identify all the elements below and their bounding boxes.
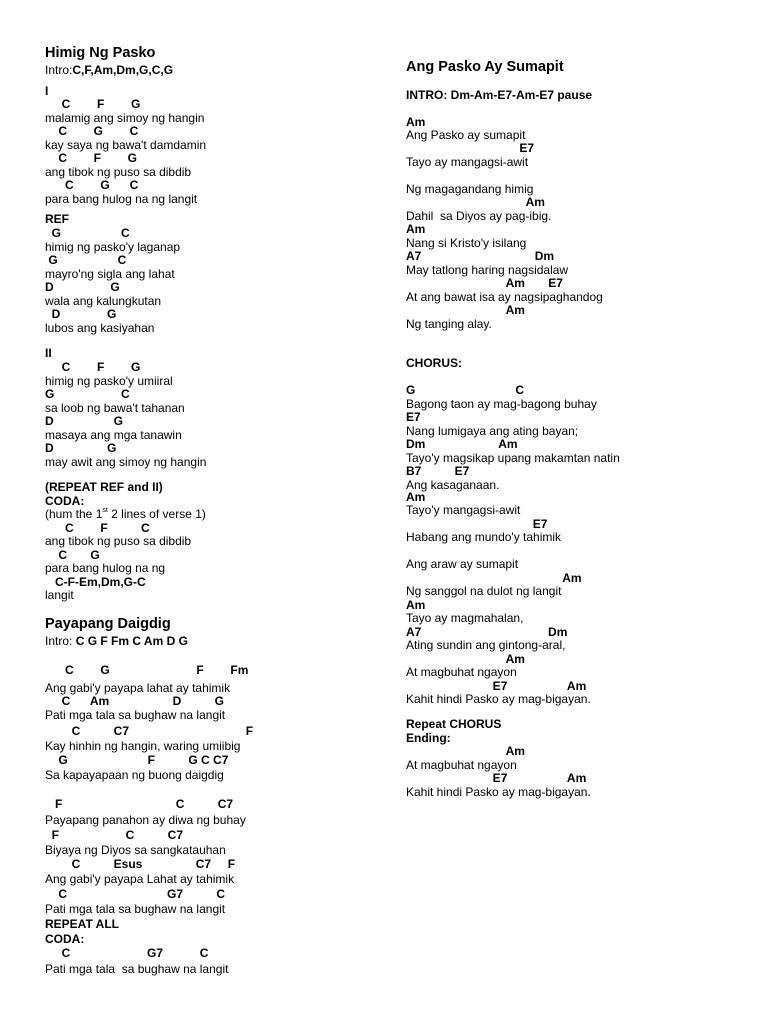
chord-line: C-F-Em,Dm,G-C bbox=[45, 575, 146, 589]
lyric-line: malamig ang simoy ng hangin bbox=[45, 111, 205, 125]
chord-line: G F G C C7 bbox=[45, 753, 229, 767]
chord-line: G C bbox=[406, 383, 525, 397]
intro-chords: C,F,Am,Dm,G,C,G bbox=[72, 63, 174, 77]
chord-line: G C bbox=[45, 253, 127, 267]
chord-line: C Am D G bbox=[45, 694, 224, 708]
repeat-note: REPEAT ALL bbox=[45, 917, 119, 931]
intro-chords: C G F Fm C Am D G bbox=[75, 634, 188, 648]
chord-line: C F G bbox=[45, 97, 141, 111]
chord-line: Am bbox=[406, 571, 582, 585]
lyric-line: Ang Pasko ay sumapit bbox=[406, 128, 526, 142]
lyric-line: himig ng pasko'y laganap bbox=[45, 240, 181, 254]
lyric-line: At magbuhat ngayon bbox=[406, 758, 517, 772]
lyric-line: Kay hinhin ng hangin, waring umiibig bbox=[45, 739, 241, 753]
coda-label: CODA: bbox=[45, 494, 85, 508]
lyric-line: May tatlong haring nagsidalaw bbox=[406, 263, 569, 277]
chord-line: Am E7 bbox=[406, 276, 563, 290]
lyric-line: para bang hulog na ng bbox=[45, 561, 166, 575]
lyric-line: Ng tanging alay. bbox=[406, 317, 492, 331]
section-label: I bbox=[45, 84, 49, 98]
chord-line: D G bbox=[45, 414, 124, 428]
intro-label: Intro: bbox=[45, 634, 76, 648]
chord-line: C G7 C bbox=[45, 887, 226, 901]
chord-line: E7 Am bbox=[406, 771, 587, 785]
chord-line: C Esus C7 F bbox=[45, 857, 236, 871]
chord-line: E7 bbox=[406, 410, 421, 424]
lyric-line: Pati mga tala sa bughaw na langit bbox=[45, 708, 226, 722]
lyric-line: Habang ang mundo'y tahimik bbox=[406, 530, 562, 544]
lyric-line: Tayo'y magsikap upang makamtan natin bbox=[406, 451, 620, 465]
coda-note: (hum the 1st 2 lines of verse 1) bbox=[45, 507, 206, 521]
lyric-line: Ng sanggol na dulot ng langit bbox=[406, 584, 562, 598]
chord-line: D G bbox=[45, 280, 120, 294]
intro-line bbox=[45, 634, 188, 648]
chord-line: Am bbox=[406, 303, 525, 317]
lyric-line: Ang gabi'y payapa lahat ay tahimik bbox=[45, 681, 231, 695]
lyric-line: Ang kasaganaan. bbox=[406, 478, 500, 492]
lyric-line: Tayo ay magmahalan, bbox=[406, 611, 524, 625]
chord-line: E7 bbox=[406, 517, 548, 531]
chord-line: Am bbox=[406, 744, 525, 758]
lyric-line: Kahit hindi Pasko ay mag-bigayan. bbox=[406, 785, 591, 799]
lyric-line: Payapang panahon ay diwa ng buhay bbox=[45, 813, 246, 827]
section-label: II bbox=[45, 346, 52, 360]
chord-line: E7 Am bbox=[406, 679, 587, 693]
chord-line: Am bbox=[406, 490, 426, 504]
chord-line: Dm Am bbox=[406, 437, 518, 451]
lyric-line: At magbuhat ngayon bbox=[406, 665, 517, 679]
intro-label: Intro: bbox=[45, 63, 73, 77]
chord-line: Am bbox=[406, 115, 426, 129]
intro-line bbox=[45, 63, 173, 77]
chord-line: C G7 C bbox=[45, 946, 209, 960]
lyric-line: Tayo'y mangagsi-awit bbox=[406, 503, 521, 517]
lyric-line: para bang hulog na ng langit bbox=[45, 192, 198, 206]
repeat-note: Repeat CHORUS bbox=[406, 717, 502, 731]
lyric-line: Ng magagandang himig bbox=[406, 182, 534, 196]
song-title: Payapang Daigdig bbox=[45, 616, 171, 632]
intro-line bbox=[406, 88, 592, 102]
chord-line: G C bbox=[45, 387, 130, 401]
chord-line: C G C bbox=[45, 124, 139, 138]
lyric-line: Ang gabi'y payapa Lahat ay tahimik bbox=[45, 872, 235, 886]
lyric-line: At ang bawat isa ay nagsipaghandog bbox=[406, 290, 603, 304]
lyric-line: may awit ang simoy ng hangin bbox=[45, 455, 207, 469]
intro-chords: Dm-Am-E7-Am-E7 pause bbox=[450, 88, 593, 102]
lyric-line: Pati mga tala sa bughaw na langit bbox=[45, 962, 229, 976]
lyric-line: Pati mga tala sa bughaw na langit bbox=[45, 902, 226, 916]
section-label: CHORUS: bbox=[406, 356, 462, 370]
lyric-line: himig ng pasko'y umiiral bbox=[45, 374, 173, 388]
repeat-note: (REPEAT REF and II) bbox=[45, 480, 163, 494]
chord-line: C G F Fm bbox=[45, 663, 249, 677]
chord-line: F C C7 bbox=[45, 797, 234, 811]
chord-line: Am bbox=[406, 222, 426, 236]
ending-label: Ending: bbox=[406, 731, 451, 745]
song-title: Himig Ng Pasko bbox=[45, 45, 156, 61]
lyric-line: Ang araw ay sumapit bbox=[406, 557, 519, 571]
chord-line: D G bbox=[45, 307, 117, 321]
lyric-line: Biyaya ng Diyos sa sangkatauhan bbox=[45, 843, 226, 857]
lyric-line: Dahil sa Diyos ay pag-ibig. bbox=[406, 209, 552, 223]
lyric-line: Bagong taon ay mag-bagong buhay bbox=[406, 397, 597, 411]
chord-line: B7 E7 bbox=[406, 464, 470, 478]
chord-line: A7 Dm bbox=[406, 625, 568, 639]
lyric-line: Ating sundin ang gintong-aral, bbox=[406, 638, 566, 652]
chord-line: F C C7 bbox=[45, 828, 184, 842]
lyric-line: kay saya ng bawa't damdamin bbox=[45, 138, 207, 152]
lyric-line: ang tibok ng puso sa dibdib bbox=[45, 165, 192, 179]
section-label: REF bbox=[45, 212, 69, 226]
lyric-line: sa loob ng bawa't tahanan bbox=[45, 401, 185, 415]
chord-line: E7 bbox=[406, 141, 535, 155]
coda-label: CODA: bbox=[45, 932, 85, 946]
lyric-line: mayro'ng sigla ang lahat bbox=[45, 267, 175, 281]
chord-line: A7 Dm bbox=[406, 249, 555, 263]
lyric-line: Kahit hindi Pasko ay mag-bigayan. bbox=[406, 692, 591, 706]
lyric-line: masaya ang mga tanawin bbox=[45, 428, 182, 442]
lyric-line: Nang lumigaya ang ating bayan; bbox=[406, 424, 579, 438]
chord-line: Am bbox=[406, 598, 426, 612]
lyric-line: ang tibok ng puso sa dibdib bbox=[45, 534, 192, 548]
chord-line: C F C bbox=[45, 521, 150, 535]
chord-line: G C bbox=[45, 226, 130, 240]
intro-label: INTRO: bbox=[406, 88, 451, 102]
chord-line: Am bbox=[406, 652, 525, 666]
chord-line: C G C bbox=[45, 178, 139, 192]
lyric-line: wala ang kalungkutan bbox=[45, 294, 162, 308]
chord-line: C F G bbox=[45, 360, 141, 374]
chord-line: D G bbox=[45, 441, 117, 455]
chord-line: C F G bbox=[45, 151, 138, 165]
lyric-line: Tayo ay mangagsi-awit bbox=[406, 155, 529, 169]
lyric-line: langit bbox=[45, 588, 74, 602]
chord-line: Am bbox=[406, 195, 545, 209]
lyric-line: lubos ang kasiyahan bbox=[45, 321, 155, 335]
song-title: Ang Pasko Ay Sumapit bbox=[406, 59, 564, 75]
chord-line: C C7 F bbox=[45, 724, 254, 738]
chord-line: C G bbox=[45, 548, 100, 562]
lyric-line: Sa kapayapaan ng buong daigdig bbox=[45, 768, 224, 782]
lyric-line: Nang si Kristo'y isilang bbox=[406, 236, 527, 250]
